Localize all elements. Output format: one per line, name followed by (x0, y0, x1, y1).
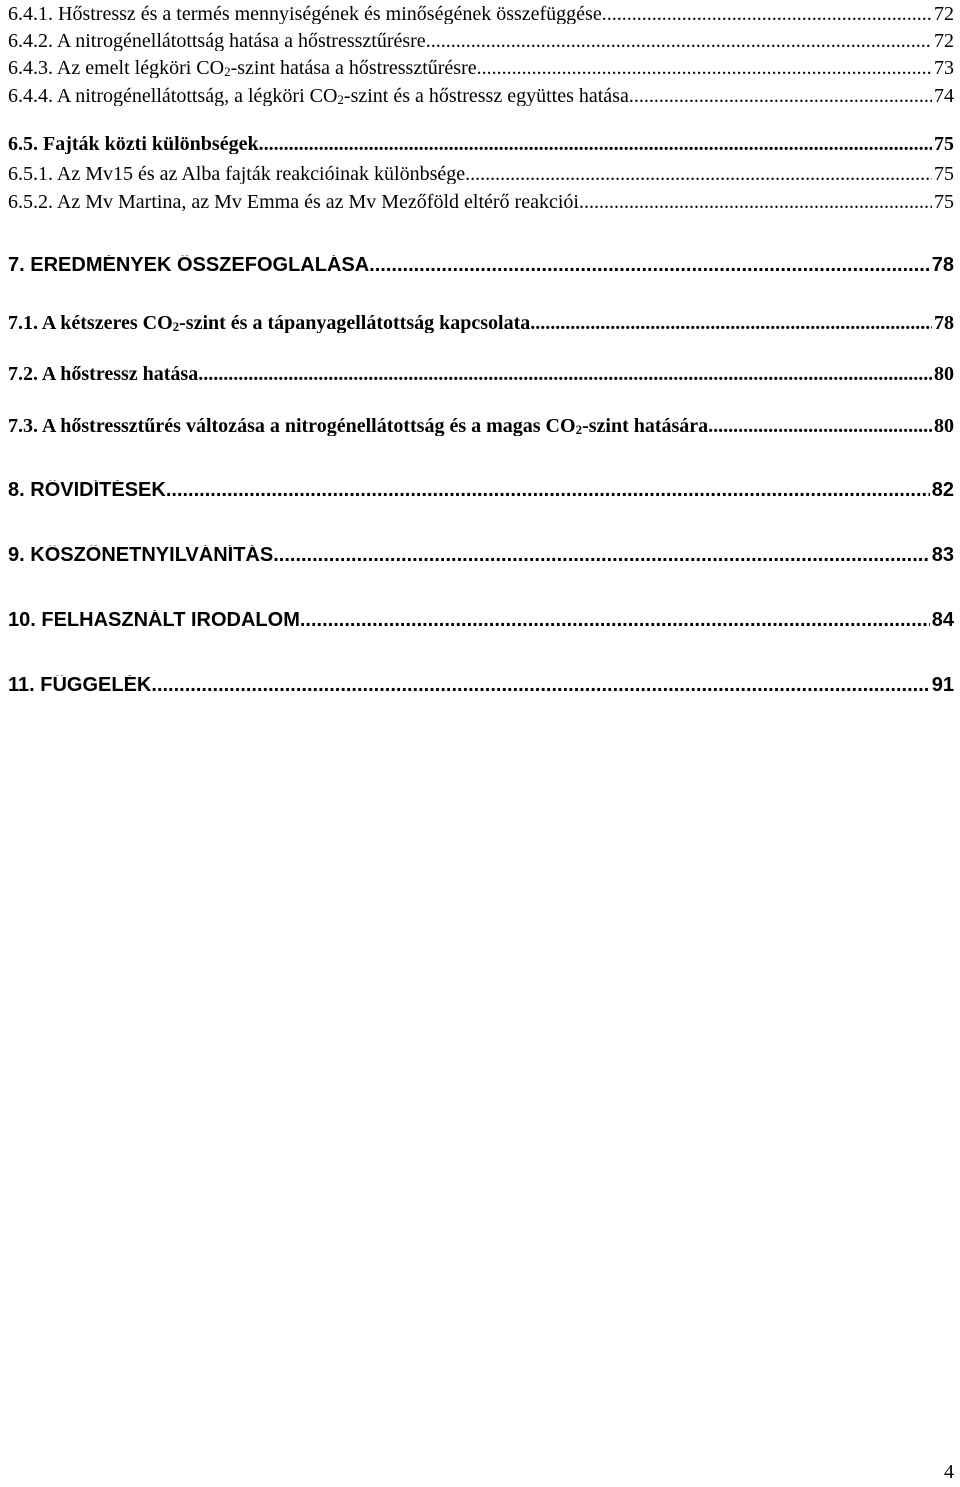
toc-entry-6-4-1[interactable] (8, 4, 954, 24)
toc-entry-number: 6.5.2. (8, 192, 53, 212)
toc-entry-11[interactable] (8, 675, 954, 695)
toc-entry-page: 78 (934, 312, 954, 334)
toc-entry-number: 9. (8, 545, 25, 565)
toc-entry-7[interactable] (8, 255, 954, 275)
toc-entry-page: 75 (934, 163, 954, 185)
toc-entry-page: 80 (934, 363, 954, 385)
toc-leader-dots (166, 480, 930, 500)
toc-leader-dots (708, 416, 932, 436)
toc-entry-title: FELHASZNÁLT IRODALOM (41, 610, 300, 630)
toc-entry-subscript: 2 (224, 63, 231, 78)
toc-entry-title-rest: -szint és a hőstressz együttes hatása (343, 86, 629, 106)
toc-entry-number: 7. (8, 255, 25, 275)
toc-entry-title: KÖSZÖNETNYILVÁNÍTÁS (30, 545, 274, 565)
toc-entry-6-4-3[interactable] (8, 58, 954, 78)
toc-entry-page: 75 (934, 191, 954, 213)
toc-leader-dots (151, 675, 929, 695)
toc-entry-title: A hőstressz hatása (41, 364, 199, 384)
toc-entry-title: A hőstressztűrés változása a nitrogénellátottság és a magas CO (41, 416, 576, 436)
toc-entry-10[interactable] (8, 610, 954, 630)
toc-entry-page: 72 (934, 30, 954, 52)
toc-entry-page: 74 (934, 85, 954, 107)
toc-entry-6-5[interactable] (8, 134, 954, 154)
toc-entry-number: 7.1. (8, 313, 38, 333)
toc-leader-dots (602, 4, 932, 24)
toc-entry-title: A kétszeres CO (41, 313, 173, 333)
toc-entry-title: RÖVIDÍTÉSEK (30, 480, 166, 500)
toc-entry-page: 78 (931, 254, 954, 276)
toc-entry-page: 80 (934, 415, 954, 437)
toc-entry-title: Az Mv Martina, az Mv Emma és az Mv Mezőföld eltérő reakciói (56, 192, 579, 212)
toc-entry-6-4-2[interactable] (8, 31, 954, 51)
toc-entry-title: Az Mv15 és az Alba fajták reakcióinak különbsége (56, 164, 466, 184)
toc-entry-number: 10. (8, 610, 36, 630)
toc-entry-number: 6.5.1. (8, 164, 53, 184)
toc-entry-number: 6.4.1. (8, 4, 53, 24)
toc-entry-number: 6.5. (8, 134, 38, 154)
toc-leader-dots (300, 610, 930, 630)
toc-entry-6-5-2[interactable] (8, 192, 954, 212)
toc-entry-title: Fajták közti különbségek (43, 134, 259, 154)
toc-entry-subscript: 2 (337, 91, 344, 106)
toc-entry-6-4-4[interactable] (8, 86, 954, 106)
page-number: 4 (944, 1461, 954, 1483)
toc-entry-page: 73 (934, 57, 954, 79)
toc-entry-title: A nitrogénellátottság, a légköri CO (56, 86, 338, 106)
toc-leader-dots (273, 545, 930, 565)
toc-leader-dots (259, 134, 932, 154)
toc-entry-number: 7.3. (8, 416, 38, 436)
toc-entry-7-3[interactable] (8, 416, 954, 436)
toc-leader-dots (426, 31, 932, 51)
toc-entry-8[interactable] (8, 480, 954, 500)
toc-entry-title: Hőstressz és a termés mennyiségének és minőségének összefüggése (58, 4, 602, 24)
toc-leader-dots (198, 364, 932, 384)
toc-entry-page: 82 (931, 479, 954, 501)
toc-leader-dots (530, 313, 932, 333)
toc-entry-number: 8. (8, 480, 25, 500)
toc-entry-page: 83 (931, 544, 954, 566)
toc-entry-number: 6.4.4. (8, 86, 53, 106)
toc-leader-dots (465, 164, 932, 184)
toc-leader-dots (629, 86, 932, 106)
toc-leader-dots (579, 192, 932, 212)
toc-entry-number: 6.4.3. (8, 58, 53, 78)
toc-entry-number: 6.4.2. (8, 31, 53, 51)
toc-entry-subscript: 2 (575, 421, 583, 436)
toc-entry-6-5-1[interactable] (8, 164, 954, 184)
toc-entry-number: 11. (8, 675, 35, 695)
toc-entry-page: 72 (934, 3, 954, 25)
toc-entry-title-rest: -szint hatására (582, 416, 709, 436)
toc-entry-9[interactable] (8, 545, 954, 565)
toc-entry-title-rest: -szint és a tápanyagellátottság kapcsolata (179, 313, 531, 333)
toc-leader-dots (369, 255, 930, 275)
toc-entry-title: EREDMÉNYEK ÖSSZEFOGLALÁSA (30, 255, 370, 275)
toc-leader-dots (477, 58, 932, 78)
toc-entry-title: FÜGGELÉK (40, 675, 152, 695)
toc-entry-7-1[interactable] (8, 313, 954, 333)
toc-entry-title: A nitrogénellátottság hatása a hőstressztűrésre (56, 31, 426, 51)
toc-entry-page: 84 (931, 609, 954, 631)
toc-entry-title-rest: -szint hatása a hőstressztűrésre (230, 58, 477, 78)
toc-entry-page: 91 (931, 674, 954, 696)
toc-entry-7-2[interactable] (8, 364, 954, 384)
toc-entry-title: Az emelt légköri CO (56, 58, 225, 78)
toc-entry-number: 7.2. (8, 364, 38, 384)
toc-entry-subscript: 2 (172, 318, 180, 333)
toc-entry-page: 75 (934, 133, 954, 155)
